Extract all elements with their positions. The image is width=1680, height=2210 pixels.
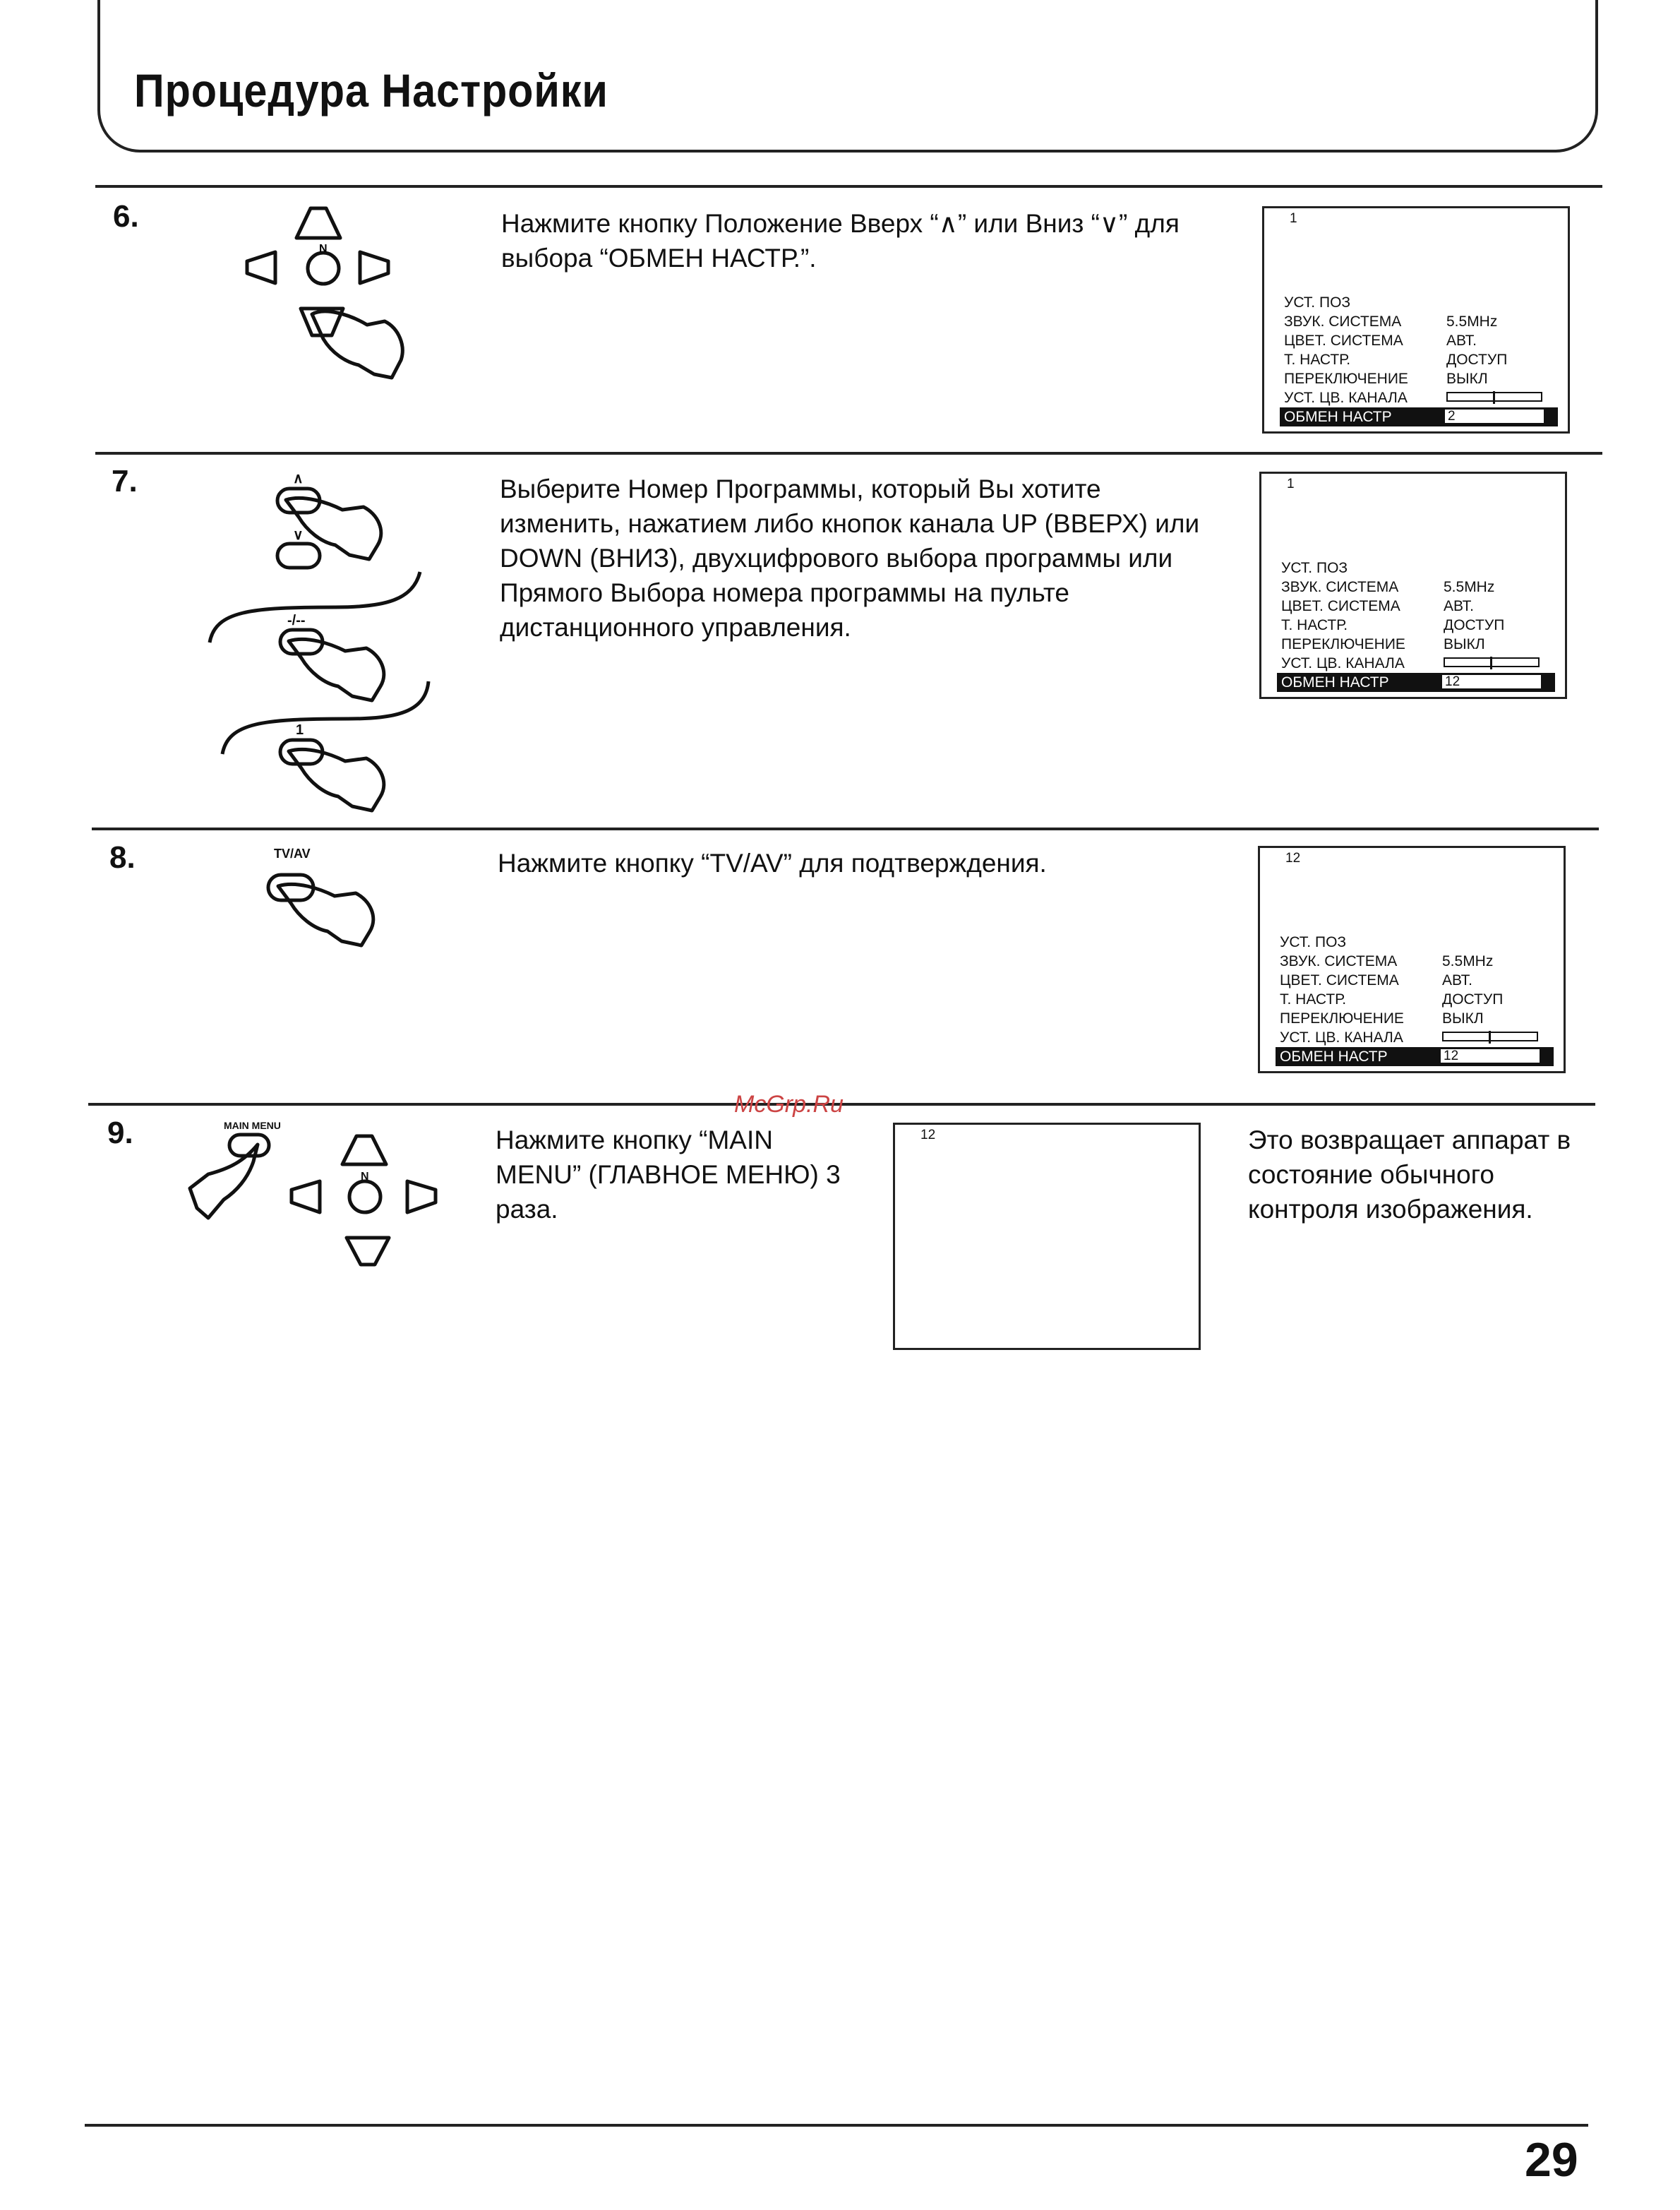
menu-row: Т. НАСТР. ДОСТУП — [1281, 617, 1505, 633]
menu-row: ПЕРЕКЛЮЧЕНИЕ ВЫКЛ — [1280, 1010, 1484, 1027]
down-arrow-icon — [347, 1238, 389, 1265]
tuning-bar — [1442, 1032, 1538, 1041]
pointing-hand-icon — [289, 749, 384, 811]
step-instruction: Нажмите кнопку “TV/AV” для подтверждения. — [498, 849, 1047, 878]
menu-row: УСТ. ЦВ. КАНАЛА — [1277, 654, 1555, 673]
menu-row: УСТ. ПОЗ — [1281, 560, 1348, 576]
up-arrow-icon — [296, 208, 340, 238]
section-curve — [222, 681, 428, 754]
watermark: McGrp.Ru — [734, 1091, 844, 1118]
menu-row: УСТ. ПОЗ — [1280, 934, 1347, 950]
page-number: 29 — [1525, 2133, 1578, 2187]
center-button-icon — [308, 253, 339, 284]
tv-screen — [1259, 472, 1567, 699]
tuning-bar — [1444, 657, 1540, 667]
tvav-button-illustration — [254, 844, 395, 950]
step-number: 9. — [107, 1116, 133, 1150]
tuning-bar — [1446, 392, 1542, 402]
tvav-label: TV/AV — [274, 847, 311, 861]
channel-number: 1 — [1290, 211, 1297, 226]
menu-row: ЦВЕТ. СИСТЕМА АВТ. — [1284, 333, 1477, 349]
right-arrow-icon — [407, 1181, 436, 1212]
tv-screen — [1262, 206, 1570, 434]
menu-row: УСТ. ЦВ. КАНАЛА — [1280, 388, 1558, 407]
up-arrow-icon — [342, 1136, 386, 1164]
step-number: 6. — [113, 199, 139, 234]
step-note: Это возвращает аппарат в состояние обычного контроля изображения. — [1248, 1125, 1571, 1224]
down-label: ∨ — [293, 527, 304, 543]
channel-number: 1 — [1287, 477, 1295, 491]
dpad-illustration — [233, 201, 416, 385]
left-arrow-icon — [292, 1181, 320, 1212]
step-instruction: Нажмите кнопку Положение Вверх “∧” или Вниз “∨” для выбора “ОБМЕН НАСТР.”. — [501, 209, 1180, 273]
menu-row: УСТ. ЦВ. КАНАЛА — [1276, 1028, 1554, 1047]
tv-screen — [893, 1123, 1201, 1350]
divider — [95, 185, 1602, 188]
step-instruction: Нажмите кнопку “MAIN MENU” (ГЛАВНОЕ МЕНЮ) 3 раза. — [496, 1125, 841, 1224]
menu-row: ЦВЕТ. СИСТЕМА АВТ. — [1280, 972, 1472, 988]
channel-buttons-illustration — [201, 466, 441, 812]
center-button-icon — [349, 1181, 380, 1212]
setup-menu — [1280, 293, 1558, 426]
menu-row: Т. НАСТР. ДОСТУП — [1280, 991, 1504, 1008]
right-arrow-icon — [360, 252, 388, 283]
left-arrow-icon — [247, 252, 275, 283]
menu-row-selected: ОБМЕН НАСТР 2 — [1280, 407, 1558, 426]
channel-number: 12 — [1285, 851, 1301, 866]
pointing-hand-icon — [278, 884, 373, 945]
menu-row: ПЕРЕКЛЮЧЕНИЕ ВЫКЛ — [1284, 371, 1488, 387]
dpad-center-label: N — [319, 243, 328, 255]
pointing-hand-icon — [312, 311, 402, 378]
page-title: Процедура Настройки — [134, 64, 608, 117]
divider — [95, 452, 1602, 455]
menu-row: Т. НАСТР. ДОСТУП — [1284, 352, 1508, 368]
pointing-hand-icon — [190, 1145, 258, 1218]
dpad-center-label: N — [361, 1171, 369, 1183]
divider — [85, 2124, 1588, 2127]
setup-menu — [1276, 933, 1554, 1066]
main-menu-label: MAIN MENU — [224, 1120, 281, 1131]
step-number: 8. — [109, 840, 136, 875]
step-number: 7. — [112, 464, 138, 498]
main-menu-illustration — [180, 1119, 462, 1274]
menu-row: УСТ. ПОЗ — [1284, 294, 1351, 311]
menu-row: ЗВУК. СИСТЕМА 5.5MHz — [1284, 313, 1498, 330]
menu-row: ПЕРЕКЛЮЧЕНИЕ ВЫКЛ — [1281, 636, 1485, 652]
tv-screen — [1258, 846, 1566, 1073]
menu-row: ЗВУК. СИСТЕМА 5.5MHz — [1281, 579, 1495, 595]
channel-down-button-icon — [277, 544, 320, 568]
up-label: ∧ — [293, 471, 304, 486]
menu-row-selected: ОБМЕН НАСТР 12 — [1276, 1047, 1554, 1066]
menu-row: ЦВЕТ. СИСТЕМА АВТ. — [1281, 598, 1474, 614]
menu-row: ЗВУК. СИСТЕМА 5.5MHz — [1280, 953, 1494, 969]
two-digit-label: -/-- — [287, 613, 306, 628]
menu-row-selected: ОБМЕН НАСТР 12 — [1277, 673, 1555, 692]
channel-number: 12 — [920, 1128, 936, 1142]
digit-one-label: 1 — [296, 722, 304, 738]
divider — [92, 828, 1599, 830]
step-instruction: Выберите Номер Программы, который Вы хотите изменить, нажатием либо кнопок канала UP (ВВЕРХ) или DOWN (ВНИЗ), двухцифрового выбора программы или Прямого Выбора номера программы на пульте дистанционного управления. — [500, 474, 1200, 642]
pointing-hand-icon — [289, 639, 384, 700]
setup-menu — [1277, 559, 1555, 692]
